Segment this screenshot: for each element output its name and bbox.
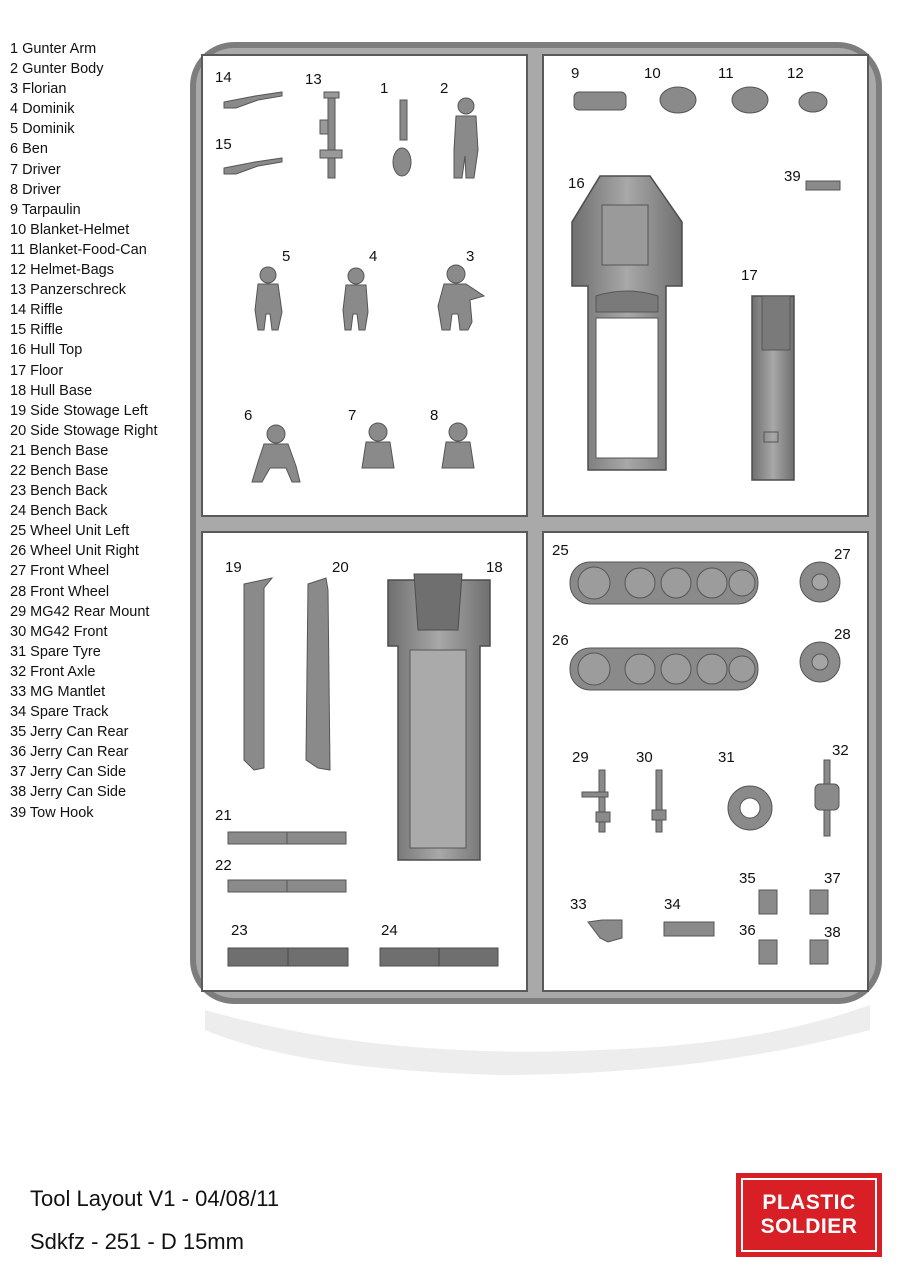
part-17-floor <box>752 296 794 480</box>
callout-10: 10 <box>644 65 661 82</box>
callout-5: 5 <box>282 248 291 265</box>
parts-list-item: 25 Wheel Unit Left <box>10 523 130 540</box>
parts-list-item: 27 Front Wheel <box>10 563 110 580</box>
part-31-spare-tyre <box>728 786 772 830</box>
callout-22: 22 <box>215 857 232 874</box>
callout-4: 4 <box>369 248 378 265</box>
parts-list-item: 14 Riffle <box>10 302 63 319</box>
callout-37: 37 <box>824 870 841 887</box>
part-24-bench-back <box>380 948 498 966</box>
callout-36: 36 <box>739 922 756 939</box>
callout-33: 33 <box>570 896 587 913</box>
part-20-side-stowage-right <box>306 578 330 770</box>
tool-layout-title: Tool Layout V1 - 04/08/11 <box>30 1186 280 1211</box>
part-26-wheel-unit-right <box>570 648 758 690</box>
logo-line-2: SOLDIER <box>760 1215 858 1238</box>
part-10-blanket-helmet <box>660 87 696 113</box>
parts-list-item: 18 Hull Base <box>10 382 93 399</box>
part-16-hull-top <box>572 176 682 470</box>
parts-list-item: 10 Blanket-Helmet <box>10 221 130 238</box>
parts-list-item: 26 Wheel Unit Right <box>10 543 139 560</box>
parts-list-item: 9 Tarpaulin <box>10 201 81 218</box>
parts-list-item: 19 Side Stowage Left <box>10 402 148 419</box>
parts-list-item: 13 Panzerschreck <box>10 282 127 299</box>
callout-8: 8 <box>430 407 439 424</box>
callout-29: 29 <box>572 749 589 766</box>
callout-27: 27 <box>834 546 851 563</box>
callout-34: 34 <box>664 896 681 913</box>
parts-list-item: 33 MG Mantlet <box>10 684 106 700</box>
callout-17: 17 <box>741 267 758 284</box>
part-9-tarpaulin <box>574 92 626 110</box>
parts-list-item: 1 Gunter Arm <box>10 41 97 57</box>
model-title: Sdkfz - 251 - D 15mm <box>30 1229 244 1254</box>
parts-list-item: 15 Riffle <box>10 322 63 339</box>
part-23-bench-back <box>228 948 348 966</box>
part-35-jerry-can-rear <box>759 890 777 914</box>
part-12-helmet-bags <box>799 92 827 112</box>
parts-list-item: 29 MG42 Rear Mount <box>10 603 150 620</box>
callout-21: 21 <box>215 807 232 824</box>
parts-list-item: 6 Ben <box>10 141 48 158</box>
parts-list-item: 34 Spare Track <box>10 704 109 721</box>
frame-shadow <box>205 1005 870 1075</box>
parts-list-item: 11 Blanket-Food-Can <box>10 241 147 258</box>
parts-list-item: 12 Helmet-Bags <box>10 262 114 279</box>
parts-list-item: 31 Spare Tyre <box>10 643 101 660</box>
plastic-soldier-logo <box>736 1173 882 1257</box>
parts-list-item: 38 Jerry Can Side <box>10 784 127 801</box>
callout-32: 32 <box>832 742 849 759</box>
callout-39: 39 <box>784 168 801 185</box>
part-25-wheel-unit-left <box>570 562 758 604</box>
part-18-hull-base <box>388 574 490 860</box>
logo-frame <box>741 1178 877 1252</box>
parts-list-item: 37 Jerry Can Side <box>10 764 127 781</box>
part-11-blanket-food-can <box>732 87 768 113</box>
parts-list-item: 16 Hull Top <box>10 342 83 359</box>
part-28-front-wheel <box>800 642 840 682</box>
part-38-jerry-can-side <box>810 940 828 964</box>
callout-3: 3 <box>466 248 475 265</box>
parts-list-item: 7 Driver <box>10 161 61 178</box>
parts-list-item: 3 Florian <box>10 81 67 98</box>
parts-list-item: 22 Bench Base <box>10 462 109 479</box>
callout-35: 35 <box>739 870 756 887</box>
part-21-bench-base <box>228 832 346 844</box>
part-36-jerry-can-rear <box>759 940 777 964</box>
parts-list-item: 39 Tow Hook <box>10 804 94 821</box>
callout-18: 18 <box>486 559 503 576</box>
part-39-tow-hook <box>806 181 840 190</box>
parts-list-item: 8 Driver <box>10 181 61 198</box>
callout-24: 24 <box>381 922 398 939</box>
parts-list-item: 36 Jerry Can Rear <box>10 744 129 761</box>
callout-15: 15 <box>215 136 232 153</box>
callout-28: 28 <box>834 626 851 643</box>
part-37-jerry-can-side <box>810 890 828 914</box>
callout-1: 1 <box>380 80 389 97</box>
callout-16: 16 <box>568 175 585 192</box>
callout-25: 25 <box>552 542 569 559</box>
parts-list-item: 17 Floor <box>10 362 64 379</box>
parts-list-item: 5 Dominik <box>10 121 75 138</box>
callout-2: 2 <box>440 80 449 97</box>
callout-6: 6 <box>244 407 253 424</box>
logo-line-1: PLASTIC <box>762 1191 856 1214</box>
part-27-front-wheel <box>800 562 840 602</box>
callout-12: 12 <box>787 65 804 82</box>
parts-list-item: 20 Side Stowage Right <box>10 422 158 439</box>
parts-list-item: 35 Jerry Can Rear <box>10 724 129 741</box>
callout-9: 9 <box>571 65 580 82</box>
callout-26: 26 <box>552 632 569 649</box>
callout-19: 19 <box>225 559 242 576</box>
callout-31: 31 <box>718 749 735 766</box>
callout-23: 23 <box>231 922 248 939</box>
callout-30: 30 <box>636 749 653 766</box>
parts-list-item: 30 MG42 Front <box>10 623 108 640</box>
parts-list-item: 28 Front Wheel <box>10 583 110 600</box>
callout-13: 13 <box>305 71 322 88</box>
parts-list-item: 32 Front Axle <box>10 663 96 680</box>
part-22-bench-base <box>228 880 346 892</box>
parts-list-item: 24 Bench Back <box>10 503 108 520</box>
parts-list-item: 21 Bench Base <box>10 442 109 459</box>
parts-list-item: 4 Dominik <box>10 101 75 118</box>
parts-list-item: 23 Bench Back <box>10 483 108 500</box>
callout-20: 20 <box>332 559 349 576</box>
part-34-spare-track <box>664 922 714 936</box>
callout-14: 14 <box>215 69 232 86</box>
callout-38: 38 <box>824 924 841 941</box>
callout-11: 11 <box>718 65 734 82</box>
parts-list-item: 2 Gunter Body <box>10 61 104 78</box>
callout-7: 7 <box>348 407 357 424</box>
